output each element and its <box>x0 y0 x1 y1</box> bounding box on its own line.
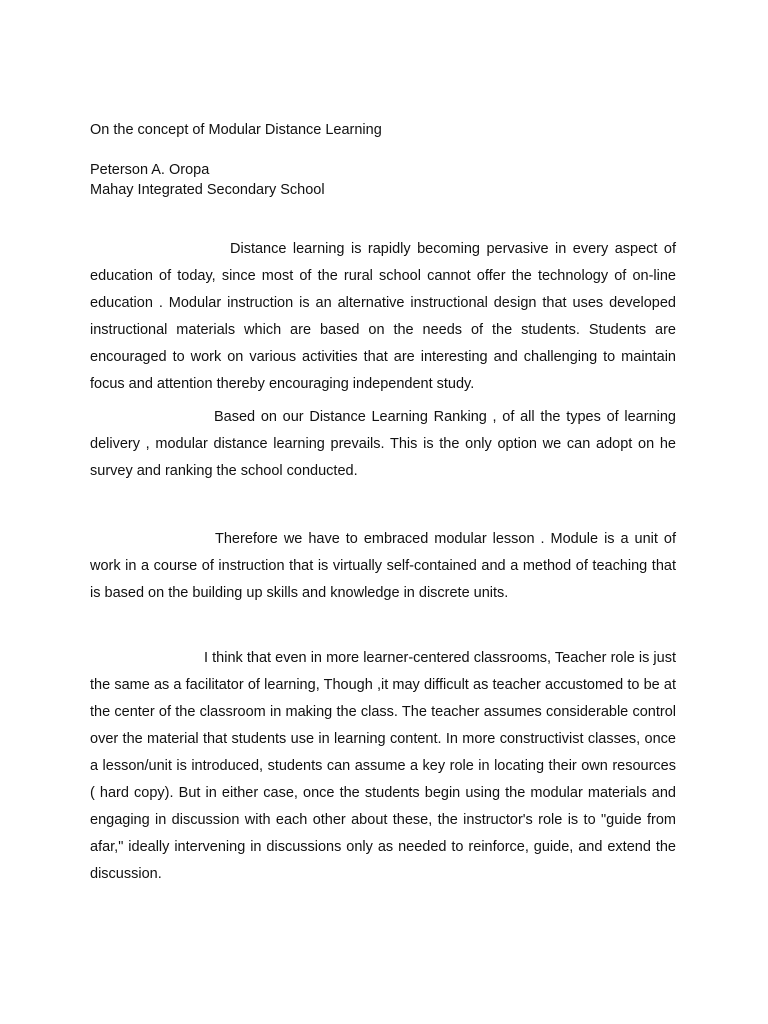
school-name: Mahay Integrated Secondary School <box>90 182 325 198</box>
paragraph-1: Distance learning is rapidly becoming pervasive in every aspect of education of today, since most of the rural school cannot offer the technology of on-line education . Modular instruction is an alternative instructional design that uses developed instructional materials which are based on the needs of the students. Students are encouraged to work on various activities that are interesting and challenging to maintain focus and attention thereby encouraging independent study. <box>90 241 676 392</box>
paragraph-2: Based on our Distance Learning Ranking , of all the types of learning delivery , modular distance learning prevails. This is the only option we can adopt on he survey and ranking the school conducted. <box>90 409 676 479</box>
author-name: Peterson A. Oropa <box>90 162 210 178</box>
paragraph-3: Therefore we have to embraced modular lesson . Module is a unit of work in a course of instruction that is virtually self-contained and a method of teaching that is based on the building up skills and knowledge in discrete units. <box>90 531 676 601</box>
document-body <box>90 120 676 888</box>
document-title: On the concept of Modular Distance Learning <box>90 122 382 138</box>
paragraph-4: I think that even in more learner-centered classrooms, Teacher role is just the same as a facilitator of learning, Though ,it may difficult as teacher accustomed to be at the center of the classroom in making the class. The teacher assumes considerable control over the material that students use in learning content. In more constructivist classes, once a lesson/unit is introduced, students can assume a key role in locating their own resources ( hard copy). But in either case, once the students begin using the modular materials and engaging in discussion with each other about these, the instructor's role is to "guide from afar," ideally intervening in discussions only as needed to reinforce, guide, and extend the discussion. <box>90 650 676 882</box>
